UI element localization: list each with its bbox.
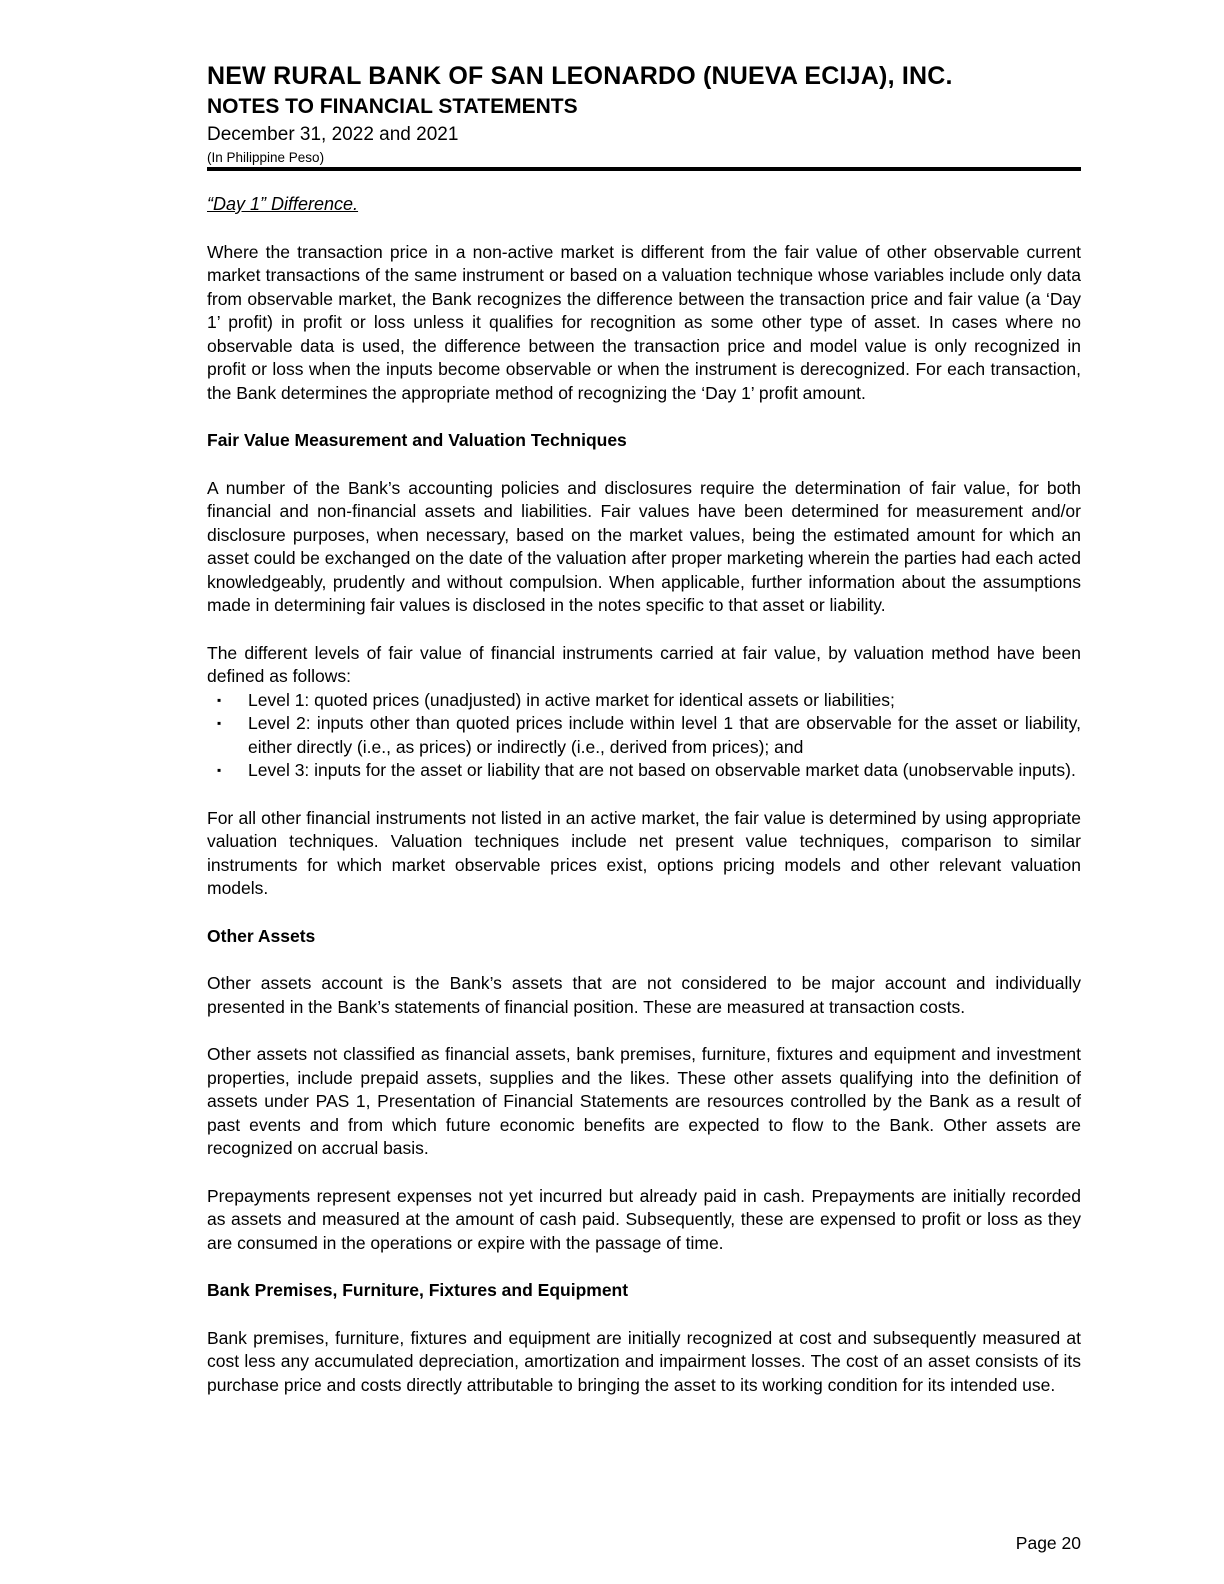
bullet-text: Level 3: inputs for the asset or liability that are not based on observable market data (unobservable inputs). — [248, 760, 1076, 780]
bank-premises-paragraph: Bank premises, furniture, fixtures and equipment are initially recognized at cost and subsequently measured at cost less any accumulated depreciation, amortization and impairment losses. The cost of an asset consists of its purchase price and costs directly attributable to bringing the asset to its working condition for its intended use. — [207, 1327, 1081, 1395]
fair-value-levels-list — [207, 689, 1081, 783]
other-assets-heading: Other Assets — [207, 925, 316, 946]
header-rule — [207, 167, 1081, 171]
fair-value-levels-intro: The different levels of fair value of financial instruments carried at fair value, by valuation method have been defined as follows: — [207, 642, 1081, 686]
valuation-techniques-paragraph: For all other financial instruments not listed in an active market, the fair value is determined by using appropriate valuation techniques. Valuation techniques include net present value techniques, comparison to similar instruments for which market observable prices exist, options pricing models and other relevant valuation models. — [207, 807, 1081, 898]
bank-name-title: NEW RURAL BANK OF SAN LEONARDO (NUEVA ECIJA), INC. — [207, 62, 953, 90]
square-bullet-icon: ▪ — [217, 692, 222, 707]
currency-note: (In Philippine Peso) — [207, 150, 325, 165]
document-sections — [207, 193, 1081, 1397]
date-line: December 31, 2022 and 2021 — [207, 124, 459, 145]
document-header — [207, 62, 1081, 171]
bullet-text: Level 2: inputs other than quoted prices include within level 1 that are observable for the asset or liability, either directly (i.e., as prices) or indirectly (i.e., derived from prices); and — [248, 713, 1081, 757]
bullet-text: Level 1: quoted prices (unadjusted) in active market for identical assets or liabilities; — [248, 689, 895, 710]
notes-subtitle: NOTES TO FINANCIAL STATEMENTS — [207, 95, 578, 118]
bank-premises-heading: Bank Premises, Furniture, Fixtures and Equipment — [207, 1280, 629, 1300]
bullet-item — [207, 689, 1081, 713]
bullet-item — [207, 759, 1081, 783]
page-footer — [207, 1533, 1081, 1554]
bullet-item — [207, 712, 1081, 759]
fair-value-paragraph-1: A number of the Bank’s accounting policies and disclosures require the determination of fair value, for both financial and non-financial assets and liabilities. Fair values have been determined for measurement and/or disclosure purposes, when necessary, based on the market values, being the estimated amount for which an asset could be exchanged on the date of the valuation after proper marketing wherein the parties had each acted knowledgeably, prudently and without compulsion. When applicable, further information about the assumptions made in determining fair values is disclosed in the notes specific to that asset or liability. — [207, 477, 1081, 615]
other-assets-paragraph-2: Other assets not classified as financial assets, bank premises, furniture, fixtures and equipment and investment properties, include prepaid assets, supplies and the likes. These other assets qualifying into the definition of assets under PAS 1, Presentation of Financial Statements are resources controlled by the Bank as a result of past events and from which future economic benefits are expected to flow to the Bank. Other assets are recognized on accrual basis. — [207, 1044, 1081, 1158]
prepayments-paragraph: Prepayments represent expenses not yet incurred but already paid in cash. Prepayments are initially recorded as assets and measured at the amount of cash paid. Subsequently, these are expensed to profit or loss as they are consumed in the operations or expire with the passage of time. — [207, 1185, 1081, 1253]
day1-difference-paragraph: Where the transaction price in a non-active market is different from the fair value of other observable current market transactions of the same instrument or based on a valuation technique whose variables include only data from observable market, the Bank recognizes the difference between the transaction price and fair value (a ‘Day 1’ profit) in profit or loss unless it qualifies for recognition as some other type of asset. In cases where no observable data is used, the difference between the transaction price and model value is only recognized in profit or loss when the inputs become observable or when the instrument is derecognized. For each transaction, the Bank determines the appropriate method of recognizing the ‘Day 1’ profit amount. — [207, 241, 1081, 403]
square-bullet-icon: ▪ — [217, 763, 222, 777]
square-bullet-icon: ▪ — [217, 716, 222, 730]
fair-value-heading: Fair Value Measurement and Valuation Techniques — [207, 430, 627, 450]
document-content — [207, 62, 1081, 1421]
day1-difference-heading: “Day 1” Difference. — [207, 194, 359, 214]
other-assets-paragraph-1: Other assets account is the Bank’s assets that are not considered to be major account and individually presented in the Bank’s statements of financial position. These are measured at transaction costs. — [207, 973, 1081, 1017]
page-number-label: Page 20 — [1015, 1533, 1081, 1553]
